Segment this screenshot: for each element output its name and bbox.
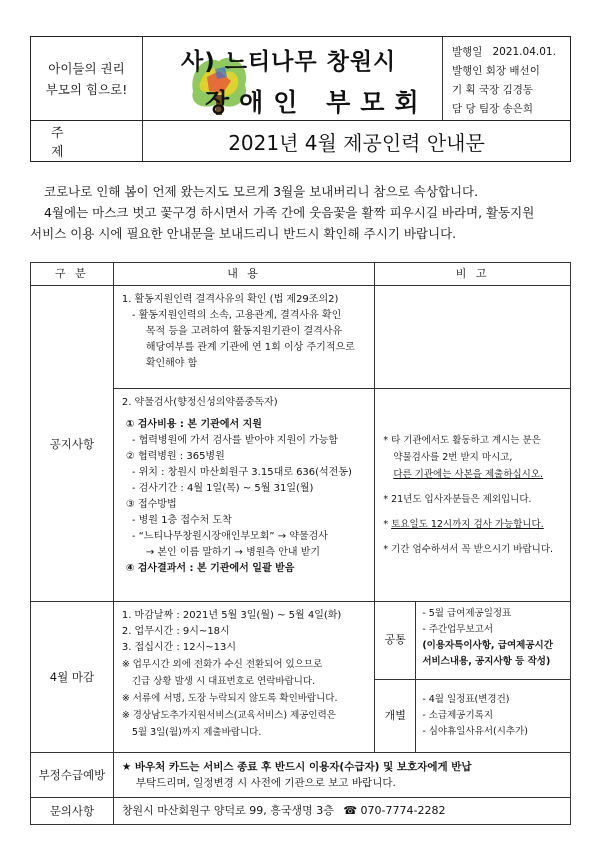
info-row: 발행인 회장 배선이	[452, 65, 540, 77]
col-header-remarks: 비 고	[375, 263, 571, 286]
table-row	[31, 602, 571, 680]
category-notice: 공지사항	[31, 286, 114, 602]
subject-label: 주 제	[31, 121, 143, 161]
notice-section1: 1. 활동지원인력 결격사유의 확인 (법 제29조의2) - 활동지원인력의 소속, 고용관계, 결격사유 확인 목적 등을 고려하여 활동지원기관이 결격사유 해당여부를 관계 기관에 연 1회 이상 주기적으로 확인해야 함	[113, 286, 374, 389]
deadline-content: 1. 마감날짜 : 2021년 5월 3일(월) ~ 5월 4일(화) 2. 업무시간 : 9시~18시 3. 접십시간 : 12시~13시 ※ 업무시간 외에 전화가 수신 전환되어 있으므로 긴급 상황 발생 시 대표번호로 연락바랍니다. ※ 서류에 서명, 도장 누락되지 않도록 확인바랍니다. ※ 경상남도추가지원서비스(교육서비스) 제공인력은 5월 3일(월)까지 제출바랍니다.	[113, 602, 374, 753]
contact-content	[113, 798, 570, 825]
org-name-line1: 사) 느티나무 창원시	[181, 49, 397, 75]
info-row: 기 획 국장 김경동	[452, 84, 534, 96]
notice-remarks: * 타 기관에서도 활동하고 계시는 분은 약물검사를 2번 받지 마시고, 다른 기관에는 사본을 제출하십시오. * 21년도 입사자분들은 제외입니다. * 토요일도 12시까지 검사 가능합니다. * 기간 엄수하셔서 꼭 받으시기 바랍니다.	[375, 389, 571, 602]
page-title: 2021년 4월 제공인력 안내문	[228, 130, 485, 155]
table-header-row	[31, 263, 571, 286]
notice-table	[30, 262, 571, 825]
individual-items: - 4월 일정표(변경건) - 소급제공기록지 - 심야휴일사유서(시추가)	[422, 693, 528, 737]
prevent-content: ★ 바우처 카드는 서비스 종료 후 반드시 이용자(수급자) 및 보호자에게 반납 부탁드리며, 일정변경 시 사전에 기관으로 보고 바랍니다.	[113, 753, 570, 798]
category-prevent: 부정수급예방	[31, 753, 114, 798]
table-row	[31, 753, 571, 798]
individual-label: 개별	[375, 680, 416, 752]
info-row: 담 당 팀장 송은희	[452, 103, 534, 115]
deadline-common	[375, 602, 571, 680]
common-items: - 5월 급여제공일정표 - 주간업무보고서 (이용자특이사항, 급여제공시간 서비스내용, 공지사항 등 작성)	[422, 608, 553, 667]
intro-line: 서비스 이용 시에 필요한 안내문을 보내드리니 반드시 확인해 주시기 바랍니다.	[30, 226, 457, 241]
section-title: 1. 활동지원인력 결격사유의 확인 (법 제29조의2)	[121, 294, 339, 305]
notice-section2: 2. 약물검사(향정신성의약품중독자) ① 검사비용 : 본 기관에서 지원 - 협력병원에 가서 검사를 받아야 지원이 가능함 ② 협력병원 : 365병원 - 위치 : 창원시 마산회원구 3.15대로 636(석전동) - 검사기간 : 4월 1일(목) ~ 5월 31일(월) ③ 접수방법 - 병원 1층 접수처 도착 - “느티나무창원시장애인부모회” → 약물검사 → 본인 이름 말하기 → 병원측 안내 받기 ④ 검사결과서 : 본 기관에서 일괄 받음	[113, 389, 374, 602]
org-name-line2: 장애인 부모회	[205, 88, 429, 117]
category-deadline: 4월 마감	[31, 602, 114, 753]
info-row: 발행일 2021.04.01.	[452, 46, 556, 58]
contact-address: 창원시 마산회원구 양덕로 99, 흥국생명 3층	[121, 804, 334, 817]
subject-row	[30, 121, 571, 162]
col-header-content: 내 용	[113, 263, 374, 286]
category-contact: 문의사항	[31, 798, 114, 825]
intro-line: 코로나로 인해 봄이 언제 왔는지도 모르게 3월을 보내버리니 참으로 속상합니다.	[44, 184, 479, 199]
intro-line: 4월에는 마스크 벗고 꽃구경 하시면서 가족 간에 웃음꽃을 활짝 피우시길 바라며, 활동지원	[44, 205, 535, 220]
newsletter-header	[30, 36, 571, 121]
table-row	[31, 798, 571, 825]
intro-text	[30, 181, 575, 244]
remarks-empty	[375, 286, 571, 389]
slogan-line1: 아이들의 권리	[48, 60, 125, 76]
slogan-line2: 부모의 힘으로!	[45, 81, 128, 97]
deadline-individual	[375, 679, 571, 752]
org-title	[143, 37, 443, 120]
common-label: 공통	[375, 602, 416, 679]
table-row	[31, 286, 571, 389]
publication-info	[443, 37, 570, 120]
col-header-category: 구 분	[31, 263, 114, 286]
contact-phone: ☎ 070-7774-2282	[343, 804, 446, 817]
slogan	[31, 37, 143, 120]
section-title: 2. 약물검사(향정신성의약품중독자)	[121, 397, 278, 408]
